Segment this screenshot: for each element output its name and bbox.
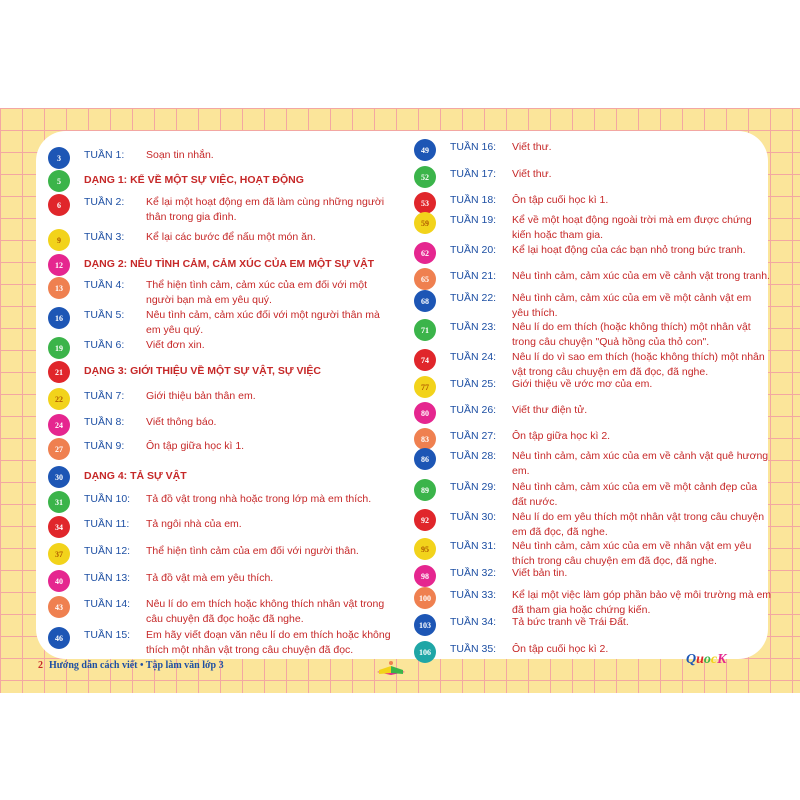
entry-text [146, 277, 367, 308]
section-heading [48, 170, 304, 192]
page-number-badge: 49 [414, 139, 436, 161]
entry-text [512, 319, 751, 350]
page-number-badge: 13 [48, 277, 70, 299]
page-number-badge: 3 [48, 147, 70, 169]
entry-text [146, 388, 256, 404]
toc-row [414, 212, 752, 243]
page-number-badge: 21 [48, 361, 70, 383]
toc-row [414, 565, 567, 587]
entry-text [146, 414, 216, 430]
week-label: TUẦN 32: [450, 567, 497, 579]
entry-text [512, 428, 610, 444]
entry-line: Nêu tình cảm, cảm xúc của em về cảnh vật quê hương [512, 450, 769, 462]
toc-row [48, 627, 391, 658]
toc-row [48, 543, 359, 565]
page-number-badge: 86 [414, 448, 436, 470]
entry-line: Nêu tình cảm, cảm xúc của em về nhân vật em yêu [512, 540, 752, 552]
entry-text [512, 448, 768, 479]
toc-row [48, 147, 214, 169]
toc-row [414, 448, 768, 479]
week-label: TUẦN 13: [84, 572, 131, 584]
page-number-badge: 103 [414, 614, 436, 636]
week-label: TUẦN 30: [450, 511, 497, 523]
page-number-badge: 27 [48, 438, 70, 460]
week-label: TUẦN 27: [450, 430, 497, 442]
week-label: TUẦN 6: [84, 339, 125, 351]
entry-line: Viết thông báo. [146, 416, 217, 428]
week-label: TUẦN 16: [450, 141, 497, 153]
entry-line: kiến hoặc tham gia. [512, 229, 604, 241]
entry-text [146, 229, 316, 245]
section-heading [48, 361, 321, 383]
entry-line: đã tham gia hoặc chứng kiến. [512, 604, 651, 616]
toc-row [48, 596, 384, 627]
entry-line: Nêu lí do vì sao em thích (hoặc không thích) một nhân [512, 351, 765, 363]
entry-line: Ôn tập cuối học kì 1. [512, 194, 609, 206]
week-label: TUẦN 15: [84, 629, 131, 641]
open-book-icon [375, 660, 407, 676]
page-number-badge: 9 [48, 229, 70, 251]
entry-line: người bạn mà em yêu quý. [146, 294, 272, 306]
page-number-badge: 92 [414, 509, 436, 531]
page-number-badge: 83 [414, 428, 436, 450]
page-footer [38, 656, 224, 674]
entry-text [512, 376, 652, 392]
entry-line: Tả đồ vật mà em yêu thích. [146, 572, 274, 584]
toc-row [48, 337, 205, 359]
entry-text [512, 268, 770, 284]
page-number-badge: 89 [414, 479, 436, 501]
page-number-badge: 77 [414, 376, 436, 398]
page-number-badge: 74 [414, 349, 436, 371]
week-label: TUẦN 28: [450, 450, 497, 462]
entry-line: vật trong câu chuyện em đã đọc, đã nghe. [512, 366, 709, 378]
toc-row [414, 479, 757, 510]
entry-text [146, 438, 244, 454]
page-number-badge: 52 [414, 166, 436, 188]
week-label: TUẦN 25: [450, 378, 497, 390]
entry-line: Tả ngôi nhà của em. [146, 518, 242, 530]
page-number-badge: 5 [48, 170, 70, 192]
entry-line: Nêu tình cảm, cảm xúc của em về một cảnh vật em [512, 292, 752, 304]
entry-line: em. [512, 465, 530, 477]
entry-line: Giới thiệu về ước mơ của em. [512, 378, 653, 390]
entry-line: Viết thư điện tử. [512, 404, 588, 416]
page-number-badge: 106 [414, 641, 436, 663]
page-number-badge: 31 [48, 491, 70, 513]
page-number-badge: 40 [48, 570, 70, 592]
entry-text [512, 212, 752, 243]
entry-line: Ôn tập giữa học kì 1. [146, 440, 245, 452]
toc-row [48, 277, 367, 308]
toc-row [48, 516, 242, 538]
week-label: TUẦN 19: [450, 214, 497, 226]
week-label: TUẦN 1: [84, 149, 125, 161]
entry-text [146, 147, 214, 163]
page-number-badge: 65 [414, 268, 436, 290]
toc-row [414, 242, 746, 264]
entry-text [512, 479, 757, 510]
toc-row [414, 614, 629, 636]
entry-text [512, 614, 629, 630]
entry-text [512, 402, 587, 418]
entry-line: Em hãy viết đoạn văn nêu lí do em thích hoặc không [146, 629, 391, 641]
entry-line: Nêu lí do em thích hoặc không thích nhân vật trong [146, 598, 385, 610]
entry-line: em đã đọc, đã nghe. [512, 526, 608, 538]
section-heading [48, 254, 374, 276]
week-label: TUẦN 5: [84, 309, 125, 321]
entry-text [146, 337, 205, 353]
toc-row [48, 229, 316, 251]
page-number-badge: 24 [48, 414, 70, 436]
entry-line: Nêu lí do em yêu thích một nhân vật trong câu chuyện [512, 511, 765, 523]
book-title: Hướng dẫn cách viết • Tập làm văn lớp 3 [49, 659, 224, 671]
entry-line: Ôn tập giữa học kì 2. [512, 430, 611, 442]
week-label: TUẦN 17: [450, 168, 497, 180]
toc-row [414, 641, 608, 663]
entry-line: Tả đồ vật trong nhà hoặc trong lớp mà em thích. [146, 493, 372, 505]
week-label: TUẦN 4: [84, 279, 125, 291]
toc-row [414, 376, 652, 398]
entry-text [512, 290, 751, 321]
week-label: TUẦN 11: [84, 518, 130, 530]
entry-text [146, 307, 380, 338]
toc-row [414, 139, 552, 161]
page-number-badge: 68 [414, 290, 436, 312]
entry-text [146, 596, 384, 627]
publisher-logo: QuocK [686, 652, 727, 667]
week-label: TUẦN 8: [84, 416, 125, 428]
entry-line: em yêu quý. [146, 324, 204, 336]
entry-line: yêu thích. [512, 307, 558, 319]
week-label: TUẦN 14: [84, 598, 131, 610]
page-number-badge: 95 [414, 538, 436, 560]
entry-line: đất nước. [512, 496, 558, 508]
toc-row [414, 192, 608, 214]
week-label: TUẦN 31: [450, 540, 497, 552]
page-number-badge: 12 [48, 254, 70, 276]
entry-line: Kể về một hoạt động ngoài trời mà em được chứng [512, 214, 752, 226]
toc-row [414, 509, 764, 540]
toc-row [48, 388, 256, 410]
toc-row [48, 414, 216, 436]
entry-line: Nêu tình cảm, cảm xúc của em về cảnh vật trong tranh. [512, 270, 770, 282]
page-number: 2 [38, 659, 43, 671]
toc-row [48, 307, 380, 338]
week-label: TUẦN 26: [450, 404, 497, 416]
entry-line: Viết thư. [512, 168, 552, 180]
page-number-badge: 16 [48, 307, 70, 329]
entry-line: Kể lại một việc làm góp phần bảo vệ môi trường mà em [512, 589, 772, 601]
page-number-badge: 71 [414, 319, 436, 341]
week-label: TUẦN 29: [450, 481, 497, 493]
entry-text [512, 139, 552, 155]
section-heading [48, 466, 187, 488]
week-label: TUẦN 23: [450, 321, 497, 333]
entry-line: thích trong câu chuyện em đã đọc, đã nghe. [512, 555, 717, 567]
week-label: TUẦN 34: [450, 616, 497, 628]
entry-text [146, 194, 384, 225]
page-number-badge: 80 [414, 402, 436, 424]
entry-text [146, 543, 359, 559]
week-label: TUẦN 3: [84, 231, 125, 243]
toc-row [48, 194, 384, 225]
week-label: TUẦN 35: [450, 643, 497, 655]
toc-row [414, 319, 751, 350]
page-number-badge: 100 [414, 587, 436, 609]
week-label: TUẦN 21: [450, 270, 497, 282]
page-number-badge: 22 [48, 388, 70, 410]
entry-text [146, 570, 273, 586]
section-title: DẠNG 3: GIỚI THIỆU VỀ MỘT SỰ VẬT, SỰ VIỆC [84, 365, 321, 377]
entry-text [512, 641, 608, 657]
entry-line: Nêu tình cảm, cảm xúc đối với một người thân mà [146, 309, 380, 321]
week-label: TUẦN 7: [84, 390, 125, 402]
page-number-badge: 37 [48, 543, 70, 565]
entry-text [512, 565, 567, 581]
entry-line: Viết thư. [512, 141, 552, 153]
page-number-badge: 19 [48, 337, 70, 359]
page-number-badge: 59 [414, 212, 436, 234]
entry-line: thân trong gia đình. [146, 211, 237, 223]
entry-line: Ôn tập cuối học kì 2. [512, 643, 609, 655]
toc-row [414, 290, 751, 321]
entry-line: Viết đơn xin. [146, 339, 205, 351]
week-label: TUẦN 33: [450, 589, 497, 601]
week-label: TUẦN 24: [450, 351, 497, 363]
entry-line: Kể lại các bước để nấu một món ăn. [146, 231, 316, 243]
entry-line: Nêu tình cảm, cảm xúc của em về một cảnh đẹp của [512, 481, 758, 493]
entry-text [146, 516, 242, 532]
toc-row [48, 491, 371, 513]
week-label: TUẦN 12: [84, 545, 131, 557]
entry-text [512, 509, 764, 540]
week-label: TUẦN 10: [84, 493, 131, 505]
entry-line: Thể hiện tình cảm, cảm xúc của em đối với một [146, 279, 368, 291]
page-number-badge: 6 [48, 194, 70, 216]
entry-text [512, 242, 746, 258]
entry-line: Kể lại hoạt động của các bạn nhỏ trong bức tranh. [512, 244, 746, 256]
entry-line: Nêu lí do em thích (hoặc không thích) một nhân vật [512, 321, 751, 333]
page-number-badge: 43 [48, 596, 70, 618]
entry-text [146, 491, 371, 507]
section-title: DẠNG 1: KỂ VỀ MỘT SỰ VIỆC, HOẠT ĐỘNG [84, 174, 304, 186]
entry-line: thích một nhân vật trong câu chuyện đã đọc. [146, 644, 354, 656]
toc-row [414, 428, 610, 450]
toc-row [414, 402, 587, 424]
week-label: TUẦN 9: [84, 440, 125, 452]
section-title: DẠNG 2: NÊU TÌNH CẢM, CẢM XÚC CỦA EM MỘT SỰ VẬT [84, 258, 375, 270]
entry-text [512, 192, 608, 208]
entry-line: Tả bức tranh về Trái Đất. [512, 616, 629, 628]
entry-line: Kể lại một hoạt động em đã làm cùng những người [146, 196, 385, 208]
toc-row [414, 268, 770, 290]
page-number-badge: 53 [414, 192, 436, 214]
entry-line: câu chuyện đã đọc hoặc đã nghe. [146, 613, 304, 625]
page-number-badge: 62 [414, 242, 436, 264]
toc-row [48, 438, 244, 460]
week-label: TUẦN 18: [450, 194, 497, 206]
entry-line: Thể hiện tình cảm của em đối với người thân. [146, 545, 359, 557]
entry-line: Soạn tin nhắn. [146, 149, 214, 161]
week-label: TUẦN 2: [84, 196, 125, 208]
page-number-badge: 46 [48, 627, 70, 649]
toc-row [48, 570, 273, 592]
entry-line: trong câu chuyện "Quả hồng của thỏ con". [512, 336, 710, 348]
entry-line: Giới thiệu bản thân em. [146, 390, 256, 402]
entry-text [146, 627, 391, 658]
week-label: TUẦN 22: [450, 292, 497, 304]
week-label: TUẦN 20: [450, 244, 497, 256]
page-number-badge: 30 [48, 466, 70, 488]
toc-row [414, 166, 552, 188]
page-number-badge: 98 [414, 565, 436, 587]
entry-line: Viết bản tin. [512, 567, 568, 579]
page-number-badge: 34 [48, 516, 70, 538]
entry-text [512, 166, 552, 182]
section-title: DẠNG 4: TẢ SỰ VẬT [84, 470, 187, 482]
